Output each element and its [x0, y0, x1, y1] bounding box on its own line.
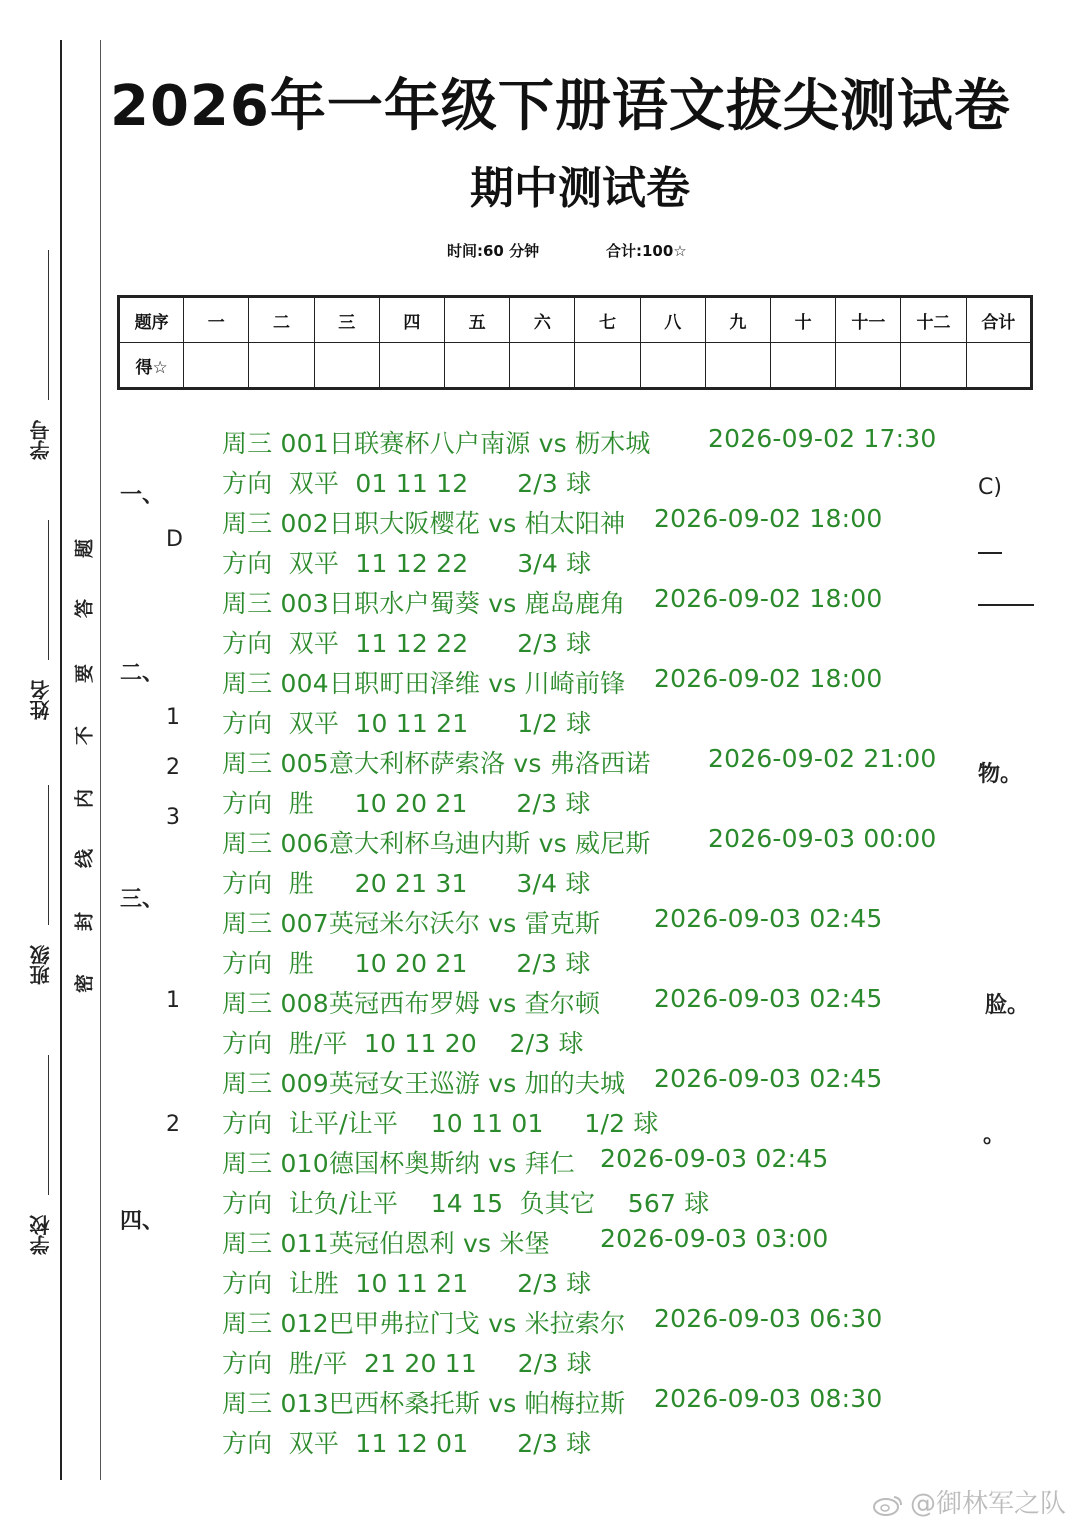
- score-column-header: 合计: [966, 297, 1031, 343]
- match-time: 2026-09-03 08:30: [654, 1384, 883, 1413]
- binding-line-outer: [60, 40, 62, 1480]
- match-time: 2026-09-03 02:45: [654, 1064, 883, 1093]
- match-line: 周三 001日联赛杯八户南源 vs 枥木城: [222, 429, 651, 458]
- match-line: 周三 005意大利杯萨索洛 vs 弗洛西诺: [222, 749, 651, 778]
- student-id-label: 学号: [29, 420, 53, 460]
- match-direction: 方向 胜 10 20 21 2/3 球: [222, 949, 591, 978]
- match-direction: 方向 双平 11 12 22 3/4 球: [222, 549, 592, 578]
- match-time: 2026-09-02 21:00: [708, 744, 937, 773]
- exam-time: 时间:60 分钟: [447, 242, 540, 260]
- match-time: 2026-09-02 18:00: [654, 664, 883, 693]
- weibo-icon: [872, 1493, 904, 1517]
- seal-char: 要: [73, 664, 96, 684]
- score-cell[interactable]: [901, 343, 966, 389]
- match-line: 周三 003日职水户蜀葵 vs 鹿岛鹿角: [222, 589, 626, 618]
- exam-subtitle: 期中测试卷: [470, 163, 690, 214]
- fragment-d: D: [166, 527, 183, 552]
- score-cell[interactable]: [836, 343, 901, 389]
- seal-char: 密: [73, 974, 96, 994]
- name-line: [48, 520, 49, 660]
- right-fragment: 。: [983, 1123, 1006, 1148]
- question-number: 3: [166, 805, 180, 830]
- match-time: 2026-09-02 18:00: [654, 504, 883, 533]
- watermark: [872, 1483, 1066, 1520]
- match-line: 周三 011英冠伯恩利 vs 米堡: [222, 1229, 550, 1258]
- student-id-line: [48, 250, 49, 400]
- match-direction: 方向 胜 10 20 21 2/3 球: [222, 789, 591, 818]
- binding-line-inner: [100, 40, 101, 1480]
- match-direction: 方向 双平 11 12 22 2/3 球: [222, 629, 592, 658]
- score-table-score-row: [119, 343, 1032, 389]
- score-row-label: 得☆: [119, 343, 184, 389]
- answer-line: [978, 552, 1002, 554]
- match-line: 周三 007英冠米尔沃尔 vs 雷克斯: [222, 909, 601, 938]
- score-column-header: 六: [510, 297, 575, 343]
- seal-char: 不: [73, 726, 96, 746]
- score-column-header: 一: [184, 297, 249, 343]
- match-line: 周三 006意大利杯乌迪内斯 vs 威尼斯: [222, 829, 651, 858]
- score-column-header: 十二: [901, 297, 966, 343]
- section-4-marker: 四、: [120, 1209, 165, 1234]
- match-time: 2026-09-03 02:45: [654, 904, 883, 933]
- score-cell[interactable]: [771, 343, 836, 389]
- score-cell[interactable]: [705, 343, 770, 389]
- school-line: [48, 1055, 49, 1195]
- score-column-header: 四: [379, 297, 444, 343]
- section-1-marker: 一、: [120, 483, 165, 508]
- match-direction: 方向 胜/平 21 20 11 2/3 球: [222, 1349, 592, 1378]
- seal-char: 题: [73, 539, 96, 559]
- section-2-marker: 二、: [120, 661, 165, 686]
- score-cell[interactable]: [314, 343, 379, 389]
- match-time: 2026-09-03 06:30: [654, 1304, 883, 1333]
- score-cell[interactable]: [640, 343, 705, 389]
- score-column-header: 二: [249, 297, 314, 343]
- score-cell[interactable]: [379, 343, 444, 389]
- score-column-header: 十一: [836, 297, 901, 343]
- match-line: 周三 009英冠女王巡游 vs 加的夫城: [222, 1069, 626, 1098]
- score-column-header: 三: [314, 297, 379, 343]
- match-direction: 方向 双平 11 12 01 2/3 球: [222, 1429, 592, 1458]
- match-time: 2026-09-02 18:00: [654, 584, 883, 613]
- match-line: 周三 002日职大阪樱花 vs 柏太阳神: [222, 509, 626, 538]
- score-cell[interactable]: [184, 343, 249, 389]
- match-time: 2026-09-03 02:45: [600, 1144, 829, 1173]
- score-table: [117, 295, 1033, 390]
- match-direction: 方向 胜/平 10 11 20 2/3 球: [222, 1029, 584, 1058]
- score-column-header: 七: [575, 297, 640, 343]
- score-cell[interactable]: [249, 343, 314, 389]
- class-line: [48, 785, 49, 925]
- match-line: 周三 012巴甲弗拉门戈 vs 米拉索尔: [222, 1309, 626, 1338]
- class-label: 班级: [29, 945, 53, 985]
- match-time: 2026-09-02 17:30: [708, 424, 937, 453]
- answer-line: [978, 604, 1034, 606]
- exam-title: 2026年一年级下册语文拔尖测试卷: [110, 74, 1011, 139]
- score-cell[interactable]: [445, 343, 510, 389]
- score-cell[interactable]: [575, 343, 640, 389]
- score-column-header: 十: [771, 297, 836, 343]
- seal-char: 封: [73, 912, 96, 932]
- match-time: 2026-09-03 03:00: [600, 1224, 829, 1253]
- match-direction: 方向 让负/让平 14 15 负其它 567 球: [222, 1189, 710, 1218]
- match-line: 周三 013巴西杯桑托斯 vs 帕梅拉斯: [222, 1389, 626, 1418]
- match-direction: 方向 双平 01 11 12 2/3 球: [222, 469, 592, 498]
- seal-char: 线: [73, 849, 96, 869]
- score-column-header: 五: [445, 297, 510, 343]
- score-header-label: 题序: [119, 297, 184, 343]
- school-label: 学校: [29, 1215, 53, 1255]
- match-line: 周三 010德国杯奥斯纳 vs 拜仁: [222, 1149, 575, 1178]
- match-time: 2026-09-03 00:00: [708, 824, 937, 853]
- section-3-marker: 三、: [120, 887, 165, 912]
- match-line: 周三 004日职町田泽维 vs 川崎前锋: [222, 669, 626, 698]
- match-line: 周三 008英冠西布罗姆 vs 查尔顿: [222, 989, 601, 1018]
- seal-char: 答: [73, 599, 96, 619]
- score-cell[interactable]: [966, 343, 1031, 389]
- question-number: 2: [166, 755, 180, 780]
- watermark-text: @御林军之队: [909, 1489, 1066, 1519]
- match-direction: 方向 让胜 10 11 21 2/3 球: [222, 1269, 592, 1298]
- match-direction: 方向 双平 10 11 21 1/2 球: [222, 709, 592, 738]
- name-label: 姓名: [29, 680, 53, 720]
- score-table-header-row: [119, 297, 1032, 343]
- score-column-header: 九: [705, 297, 770, 343]
- seal-char: 内: [73, 789, 96, 809]
- score-column-header: 八: [640, 297, 705, 343]
- question-number: 1: [166, 705, 180, 730]
- match-time: 2026-09-03 02:45: [654, 984, 883, 1013]
- right-fragment: 脸。: [985, 993, 1030, 1018]
- question-number: 1: [166, 988, 180, 1013]
- question-number: 2: [166, 1112, 180, 1137]
- match-direction: 方向 让平/让平 10 11 01 1/2 球: [222, 1109, 659, 1138]
- score-cell[interactable]: [510, 343, 575, 389]
- match-direction: 方向 胜 20 21 31 3/4 球: [222, 869, 591, 898]
- right-fragment: C): [978, 475, 1002, 500]
- exam-total: 合计:100☆: [606, 242, 687, 260]
- right-fragment: 物。: [978, 762, 1023, 787]
